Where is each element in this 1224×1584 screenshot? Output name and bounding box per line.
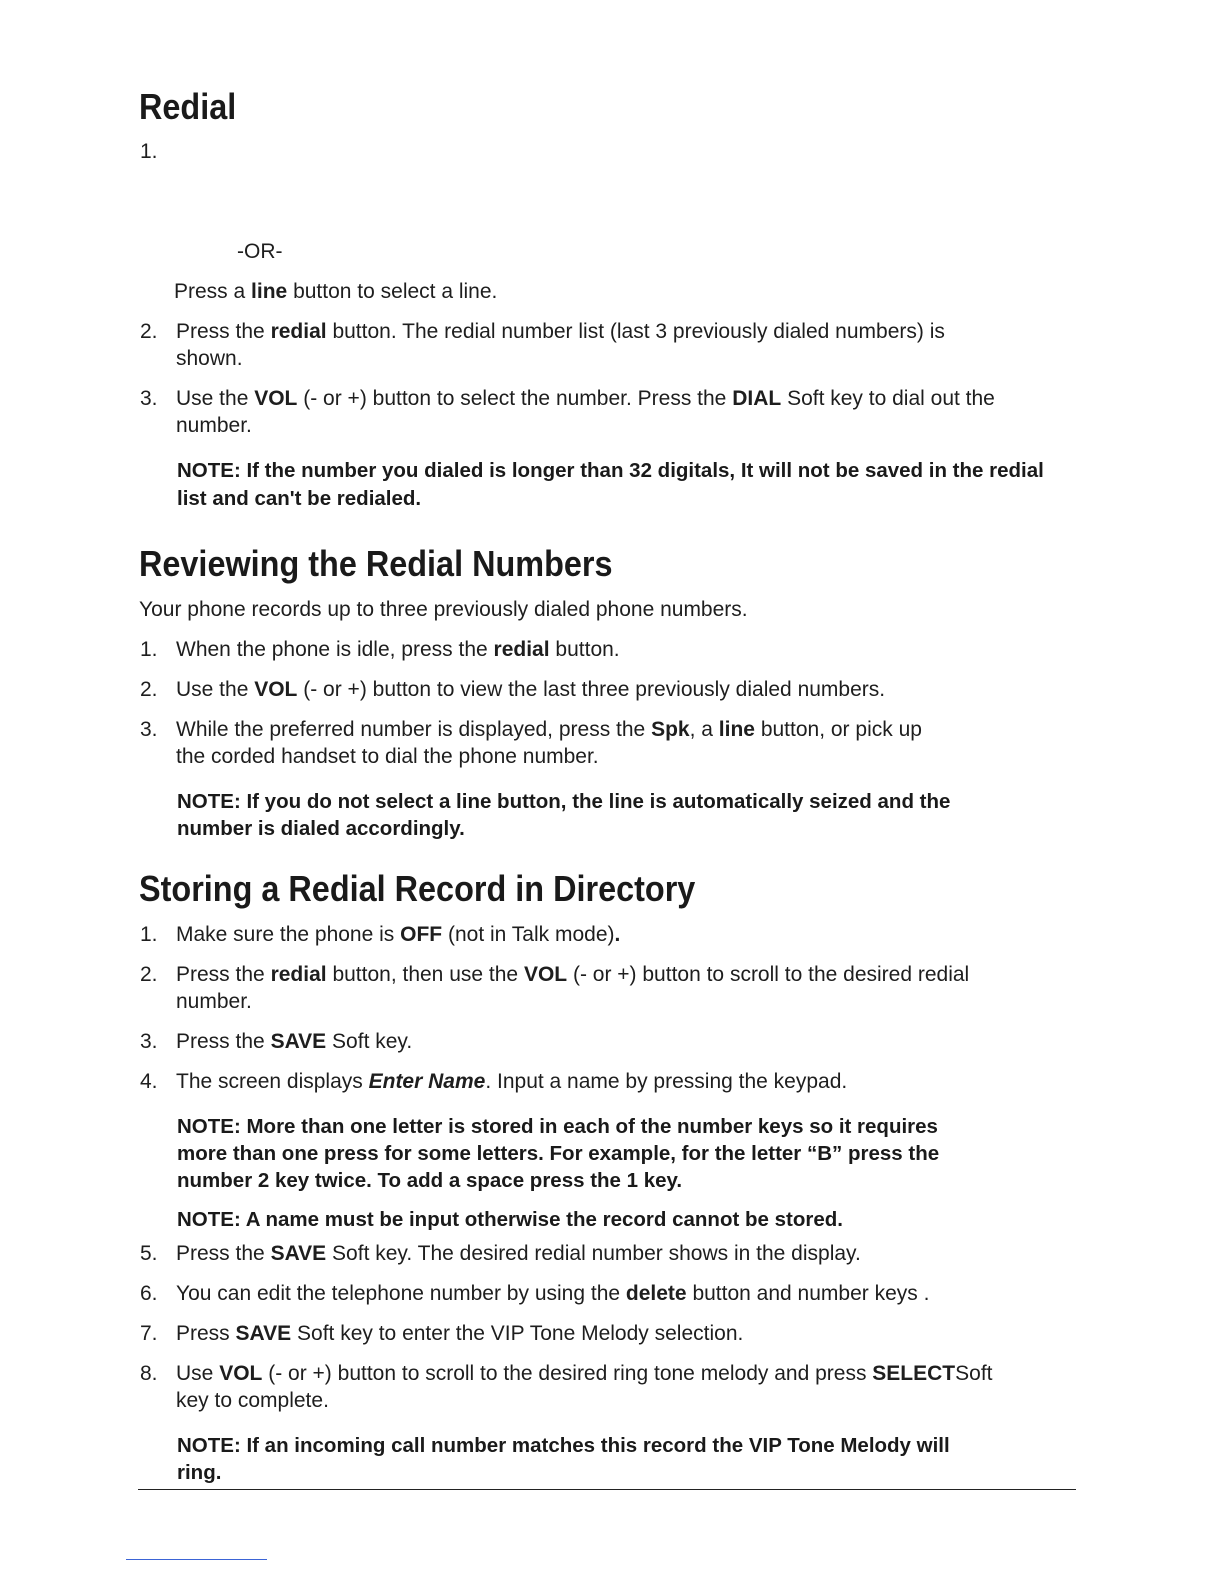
key-save: SAVE bbox=[270, 1242, 327, 1265]
text: Soft key. The desired redial number shows in the display. bbox=[332, 1242, 861, 1265]
key-redial: redial bbox=[270, 320, 327, 343]
reviewing-note-line2: number is dialed accordingly. bbox=[177, 817, 465, 840]
text: (not in Talk mode) bbox=[447, 923, 615, 946]
reviewing-step3-cont: the corded handset to dial the phone number. bbox=[176, 745, 599, 768]
step-number: 3. bbox=[140, 1030, 158, 1053]
text: , a bbox=[689, 718, 713, 741]
storing-step2-cont: number. bbox=[176, 990, 252, 1013]
footer-link-underline bbox=[126, 1559, 267, 1560]
step-number: 7. bbox=[140, 1322, 158, 1345]
step-number: 2. bbox=[140, 963, 158, 986]
redial-note-line1: NOTE: If the number you dialed is longer than 32 digitals, It will not be saved in the redial bbox=[177, 459, 1044, 482]
key-line: line bbox=[251, 280, 288, 303]
text: button and number keys . bbox=[692, 1282, 930, 1305]
redial-step3-cont: number. bbox=[176, 414, 252, 437]
storing-step7 bbox=[176, 1322, 743, 1346]
text: . Input a name by pressing the keypad. bbox=[485, 1070, 848, 1093]
text: Press bbox=[176, 1322, 230, 1345]
step-number: 5. bbox=[140, 1242, 158, 1265]
text: Press the bbox=[176, 1242, 265, 1265]
text: Press the bbox=[176, 1030, 265, 1053]
redial-note-line2: list and can't be redialed. bbox=[177, 487, 422, 510]
storing-step1 bbox=[176, 923, 620, 947]
key-vol: VOL bbox=[523, 963, 568, 986]
key-vol: VOL bbox=[219, 1362, 263, 1385]
text: Make sure the phone is bbox=[176, 923, 395, 946]
redial-step3 bbox=[176, 387, 995, 411]
text: (- or +) button to scroll to the desired redial bbox=[572, 963, 970, 986]
reviewing-step2 bbox=[176, 678, 885, 702]
storing-step8-cont: key to complete. bbox=[176, 1389, 329, 1412]
text: . bbox=[614, 923, 621, 946]
redial-step1-line-option bbox=[174, 280, 497, 304]
key-dial: DIAL bbox=[732, 387, 782, 410]
step-number: 1. bbox=[140, 923, 158, 946]
key-spk: Spk bbox=[651, 718, 690, 741]
key-off: OFF bbox=[400, 923, 443, 946]
text: Press the bbox=[176, 963, 265, 986]
redial-step2 bbox=[176, 320, 945, 344]
text: The redial number list (last 3 previously dialed numbers) is bbox=[396, 320, 945, 343]
section-heading-reviewing: Reviewing the Redial Numbers bbox=[139, 543, 613, 584]
key-line: line bbox=[718, 718, 755, 741]
text: Use the bbox=[176, 678, 249, 701]
storing-note3-line2: ring. bbox=[177, 1461, 222, 1484]
text: (- or +) button to select the number. Press the bbox=[303, 387, 727, 410]
step-number: 6. bbox=[140, 1282, 158, 1305]
screen-prompt-enter-name: Enter Name bbox=[368, 1070, 486, 1093]
reviewing-note-line1: NOTE: If you do not select a line button, the line is automatically seized and the bbox=[177, 790, 951, 813]
section-heading-redial: Redial bbox=[139, 86, 237, 127]
footer-rule bbox=[138, 1489, 1076, 1490]
section-heading-storing: Storing a Redial Record in Directory bbox=[139, 868, 696, 909]
step-number: 4. bbox=[140, 1070, 158, 1093]
redial-step2-cont: shown. bbox=[176, 347, 243, 370]
storing-note2: NOTE: A name must be input otherwise the record cannot be stored. bbox=[177, 1208, 843, 1231]
step-number: 1. bbox=[140, 638, 158, 661]
text: button to select a line. bbox=[293, 280, 498, 303]
text: button. bbox=[555, 638, 620, 661]
text: The screen displays bbox=[176, 1070, 363, 1093]
storing-step2 bbox=[176, 963, 969, 987]
storing-step3 bbox=[176, 1030, 412, 1054]
text: (- or +) button to view the last three previously dialed numbers. bbox=[303, 678, 886, 701]
key-save: SAVE bbox=[235, 1322, 292, 1345]
key-vol: VOL bbox=[254, 387, 298, 410]
key-redial: redial bbox=[270, 963, 327, 986]
text: Press the bbox=[176, 320, 265, 343]
step-number: 3. bbox=[140, 387, 158, 410]
or-separator: -OR- bbox=[237, 240, 283, 263]
text: button, then use the bbox=[332, 963, 519, 986]
storing-note1-line1: NOTE: More than one letter is stored in each of the number keys so it requires bbox=[177, 1115, 938, 1138]
text: Soft key to dial out the bbox=[787, 387, 995, 410]
text: Soft key. bbox=[332, 1030, 413, 1053]
text: Press a bbox=[174, 280, 246, 303]
storing-step5 bbox=[176, 1242, 861, 1266]
text: (- or +) button to scroll to the desired ring tone melody and press bbox=[268, 1362, 867, 1385]
text: When the phone is idle, press the bbox=[176, 638, 488, 661]
text: Soft bbox=[955, 1362, 993, 1385]
text: You can edit the telephone number by using the bbox=[176, 1282, 621, 1305]
text: Soft key to enter the VIP Tone Melody selection. bbox=[297, 1322, 744, 1345]
step-number: 2. bbox=[140, 678, 158, 701]
storing-note3-line1: NOTE: If an incoming call number matches this record the VIP Tone Melody will bbox=[177, 1434, 950, 1457]
storing-step4 bbox=[176, 1070, 847, 1094]
storing-step8 bbox=[176, 1362, 993, 1386]
storing-note1-line3: number 2 key twice. To add a space press the 1 key. bbox=[177, 1169, 683, 1192]
reviewing-step1 bbox=[176, 638, 620, 662]
key-save: SAVE bbox=[270, 1030, 327, 1053]
key-select: SELECT bbox=[872, 1362, 956, 1385]
reviewing-intro: Your phone records up to three previously dialed phone numbers. bbox=[139, 598, 748, 621]
step-number: 2. bbox=[140, 320, 158, 343]
step-number: 8. bbox=[140, 1362, 158, 1385]
key-redial: redial bbox=[493, 638, 550, 661]
storing-step6 bbox=[176, 1282, 929, 1306]
text: button, or pick up bbox=[760, 718, 922, 741]
storing-note1-line2: more than one press for some letters. For example, for the letter “B” press the bbox=[177, 1142, 940, 1165]
text: Use bbox=[176, 1362, 214, 1385]
step-number: 1. bbox=[140, 140, 158, 163]
step-number: 3. bbox=[140, 718, 158, 741]
key-vol: VOL bbox=[254, 678, 298, 701]
text: Use the bbox=[176, 387, 249, 410]
text: button. bbox=[332, 320, 397, 343]
reviewing-step3 bbox=[176, 718, 922, 742]
key-delete: delete bbox=[625, 1282, 687, 1305]
text: While the preferred number is displayed, press the bbox=[176, 718, 646, 741]
